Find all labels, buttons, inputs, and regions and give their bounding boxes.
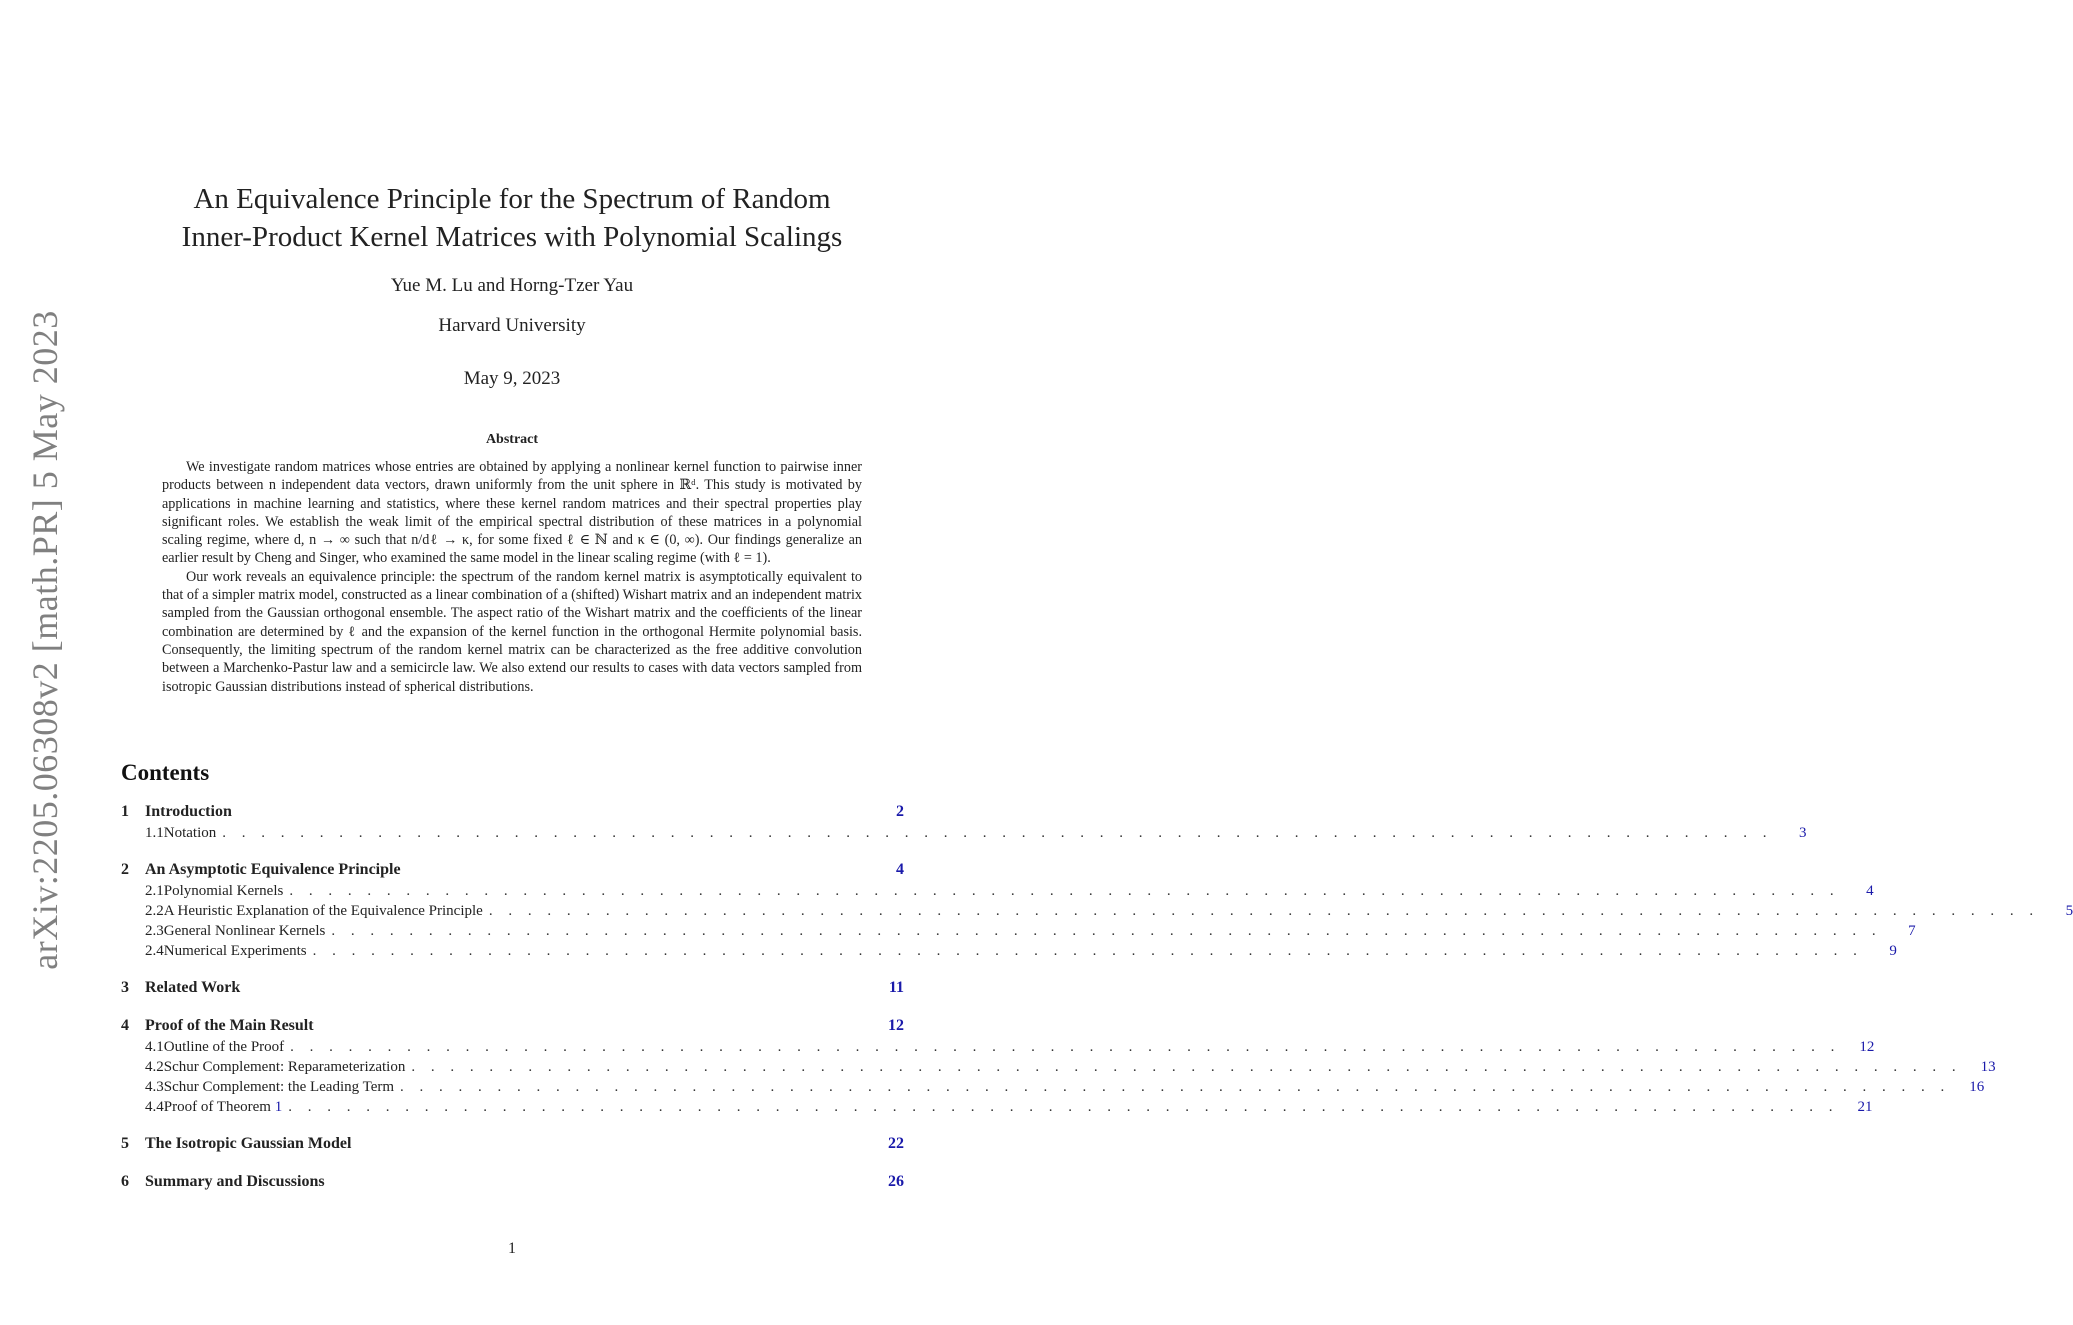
toc-section-page-link[interactable]: 2 bbox=[896, 803, 904, 820]
toc-subsection-number: 2.3 bbox=[145, 923, 164, 939]
page-number: 1 bbox=[508, 1240, 516, 1257]
date: May 9, 2023 bbox=[463, 368, 561, 389]
toc-section-page-link[interactable]: 26 bbox=[888, 1173, 904, 1190]
toc-subsection-title-text: Schur Complement: the Leading Term bbox=[163, 1079, 395, 1095]
toc-subsection-number: 4.1 bbox=[145, 1039, 164, 1055]
toc-subsection-title-text: Numerical Experiments bbox=[163, 943, 307, 959]
toc-subsection-title-text: Outline of the Proof bbox=[163, 1039, 285, 1055]
toc-leader-dots: . . . . . . . . . . . . . . . . . . . . . . . . . . . . . . . . . . . . . . . . . . . . . . . . . . . . . . . . . . . . . . . . . . . . . . . . . . . . . . . . bbox=[289, 883, 1840, 899]
toc-leader-dots: . . . . . . . . . . . . . . . . . . . . . . . . . . . . . . . . . . . . . . . . . . . . . . . . . . . . . . . . . . . . . . . . . . . . . . . . . . . . . . . . bbox=[312, 943, 1863, 959]
abstract-paragraph-2: Our work reveals an equivalence principle: the spectrum of the random kernel matrix is asymptotically equivalent to that of a simpler matrix model, constructed as a linear combination of a (shifted) Wishart matrix and an independent matrix sampled from the Gaussian orthogonal ensemble. The aspect ratio of the Wishart matrix and the coefficients of the linear combination are determined by ℓ and the expansion of the kernel function in the orthogonal Hermite polynomial basis. Consequently, the limiting spectrum of the random kernel matrix can be characterized as the free additive convolution between a Marchenko-Pastur law and a semicircle law. We also extend our results to cases with data vectors sampled from isotropic Gaussian distributions instead of spherical distributions. bbox=[162, 568, 862, 695]
toc-section bbox=[121, 1135, 904, 1157]
toc-section-number: 1 bbox=[121, 803, 129, 820]
toc-leader-dots: . . . . . . . . . . . . . . . . . . . . . . . . . . . . . . . . . . . . . . . . . . . . . . . . . . . . . . . . . . . . . . . . . . . . . . . . . . . . . . . . bbox=[400, 1079, 1951, 1095]
toc-section-page-link[interactable]: 11 bbox=[888, 979, 904, 996]
toc-subsection-number: 2.4 bbox=[145, 943, 164, 959]
toc-subsection-entry[interactable] bbox=[121, 903, 2073, 923]
toc-section-number: 2 bbox=[121, 861, 129, 878]
toc-section-entry[interactable] bbox=[121, 861, 904, 883]
toc-subsection-page-link[interactable]: 5 bbox=[2065, 903, 2073, 919]
toc-subsection-number: 4.2 bbox=[145, 1059, 164, 1075]
toc-section-entry[interactable] bbox=[121, 1135, 904, 1157]
contents-heading: Contents bbox=[121, 760, 210, 785]
toc-subsection-page-link[interactable]: 4 bbox=[1866, 883, 1874, 899]
toc-subsection-page-link[interactable]: 3 bbox=[1799, 825, 1807, 841]
toc-section-page-link[interactable]: 4 bbox=[896, 861, 904, 878]
toc-section-entry[interactable] bbox=[121, 1017, 904, 1039]
toc-section bbox=[121, 979, 904, 1001]
abstract-heading: Abstract bbox=[485, 432, 539, 447]
toc-subsection-title[interactable] bbox=[164, 943, 307, 960]
toc-subsection-entry[interactable] bbox=[121, 883, 1874, 903]
affiliation: Harvard University bbox=[438, 315, 586, 336]
toc-subsection-number: 2.1 bbox=[145, 883, 164, 899]
toc-subsection-page-link[interactable]: 13 bbox=[1980, 1059, 1996, 1075]
toc-section-number: 4 bbox=[121, 1017, 129, 1034]
toc-section bbox=[121, 1173, 904, 1195]
title-line-1: An Equivalence Principle for the Spectrum of Random bbox=[193, 183, 831, 215]
abstract-body bbox=[162, 458, 862, 696]
toc-subsection-page-link[interactable]: 12 bbox=[1859, 1039, 1875, 1055]
toc-subsection-number: 4.3 bbox=[145, 1079, 164, 1095]
toc-leader-dots: . . . . . . . . . . . . . . . . . . . . . . . . . . . . . . . . . . . . . . . . . . . . . . . . . . . . . . . . . . . . . . . . . . . . . . . . . . . . . . . . bbox=[331, 923, 1882, 939]
toc-subsection-page-link[interactable]: 9 bbox=[1889, 943, 1897, 959]
toc-leader-dots: . . . . . . . . . . . . . . . . . . . . . . . . . . . . . . . . . . . . . . . . . . . . . . . . . . . . . . . . . . . . . . . . . . . . . . . . . . . . . . . . bbox=[488, 903, 2040, 919]
toc-subsection-title[interactable] bbox=[164, 825, 217, 842]
toc-section-entry[interactable] bbox=[121, 979, 904, 1001]
toc-leader-dots: . . . . . . . . . . . . . . . . . . . . . . . . . . . . . . . . . . . . . . . . . . . . . . . . . . . . . . . . . . . . . . . . . . . . . . . . . . . . . . . . bbox=[222, 825, 1773, 841]
toc-subsection-title[interactable] bbox=[164, 883, 284, 900]
toc-subsection-title[interactable] bbox=[164, 1099, 282, 1116]
toc-subsection-number: 1.1 bbox=[145, 825, 164, 841]
toc-subsection-number: 2.2 bbox=[145, 903, 164, 919]
toc-subsection-title-text: Schur Complement: Reparameterization bbox=[163, 1059, 406, 1075]
toc-subsection-title[interactable] bbox=[164, 1059, 406, 1076]
toc-subsection-entry[interactable] bbox=[121, 1099, 1873, 1119]
toc-section-number: 5 bbox=[121, 1135, 129, 1152]
toc-section-number: 3 bbox=[121, 979, 129, 996]
abstract-paragraph-1: We investigate random matrices whose entries are obtained by applying a nonlinear kernel function to pairwise inner products between n independent data vectors, drawn uniformly from the unit sphere in ℝᵈ. This study is motivated by applications in machine learning and statistics, where these kernel random matrices and their spectral properties play significant roles. We establish the weak limit of the empirical spectral distribution of these matrices in a polynomial scaling regime, where d, n → ∞ such that n/dℓ → κ, for some fixed ℓ ∈ ℕ and κ ∈ (0, ∞). Our findings generalize an earlier result by Cheng and Singer, who examined the same model in the linear scaling regime (with ℓ = 1). bbox=[162, 459, 862, 567]
authors: Yue M. Lu and Horng-Tzer Yau bbox=[390, 275, 634, 296]
toc-section-page-link[interactable]: 22 bbox=[888, 1135, 904, 1152]
table-of-contents bbox=[121, 803, 2073, 1211]
toc-section bbox=[121, 861, 2073, 963]
toc-subsection-entry[interactable] bbox=[121, 923, 1916, 943]
title-line-2: Inner-Product Kernel Matrices with Polynomial Scalings bbox=[181, 221, 843, 253]
toc-subsection-page-link[interactable]: 16 bbox=[1969, 1079, 1985, 1095]
toc-section-title[interactable]: Introduction bbox=[145, 803, 232, 820]
toc-section-entry[interactable] bbox=[121, 1173, 904, 1195]
toc-subsection-entry[interactable] bbox=[121, 1039, 1875, 1059]
toc-section-title[interactable]: An Asymptotic Equivalence Principle bbox=[145, 861, 401, 878]
toc-section-title[interactable]: Proof of the Main Result bbox=[145, 1017, 314, 1034]
toc-section-title[interactable]: Summary and Discussions bbox=[145, 1173, 325, 1190]
toc-section bbox=[121, 803, 1807, 845]
toc-subsection-entry[interactable] bbox=[121, 1059, 1996, 1079]
toc-subsection-title[interactable] bbox=[164, 923, 326, 940]
toc-subsection-title-text: A Heuristic Explanation of the Equivalence Principle bbox=[163, 903, 483, 919]
toc-leader-dots: . . . . . . . . . . . . . . . . . . . . . . . . . . . . . . . . . . . . . . . . . . . . . . . . . . . . . . . . . . . . . . . . . . . . . . . . . . . . . . . . bbox=[288, 1099, 1839, 1115]
toc-subsection-title[interactable] bbox=[164, 1039, 284, 1056]
toc-subsection-title-text: Notation bbox=[163, 825, 217, 841]
toc-leader-dots: . . . . . . . . . . . . . . . . . . . . . . . . . . . . . . . . . . . . . . . . . . . . . . . . . . . . . . . . . . . . . . . . . . . . . . . . . . . . . . . . bbox=[290, 1039, 1841, 1055]
arxiv-identifier-stamp: arXiv:2205.06308v2 [math.PR] 5 May 2023 bbox=[25, 310, 65, 970]
toc-subsection-page-link[interactable]: 7 bbox=[1908, 923, 1916, 939]
toc-subsection-entry[interactable] bbox=[121, 1079, 1985, 1099]
theorem-reference-link[interactable]: 1 bbox=[274, 1099, 283, 1115]
toc-subsection-entry[interactable] bbox=[121, 943, 1897, 963]
toc-section-number: 6 bbox=[121, 1173, 129, 1190]
toc-subsection-title-text: General Nonlinear Kernels bbox=[163, 923, 326, 939]
toc-subsection-page-link[interactable]: 21 bbox=[1857, 1099, 1873, 1115]
toc-section-entry[interactable] bbox=[121, 803, 904, 825]
toc-subsection-entry[interactable] bbox=[121, 825, 1807, 845]
toc-section-title[interactable]: Related Work bbox=[145, 979, 241, 996]
toc-subsection-title-text: Polynomial Kernels bbox=[163, 883, 284, 899]
paper-title bbox=[140, 180, 884, 256]
toc-section bbox=[121, 1017, 1996, 1119]
toc-section-page-link[interactable]: 12 bbox=[888, 1017, 904, 1034]
toc-subsection-title[interactable] bbox=[164, 903, 483, 920]
toc-subsection-title[interactable] bbox=[164, 1079, 394, 1096]
toc-section-title[interactable]: The Isotropic Gaussian Model bbox=[145, 1135, 352, 1152]
toc-leader-dots: . . . . . . . . . . . . . . . . . . . . . . . . . . . . . . . . . . . . . . . . . . . . . . . . . . . . . . . . . . . . . . . . . . . . . . . . . . . . . . . . bbox=[411, 1059, 1962, 1075]
toc-subsection-title-text: Proof of Theorem bbox=[163, 1099, 271, 1115]
toc-subsection-number: 4.4 bbox=[145, 1099, 164, 1115]
